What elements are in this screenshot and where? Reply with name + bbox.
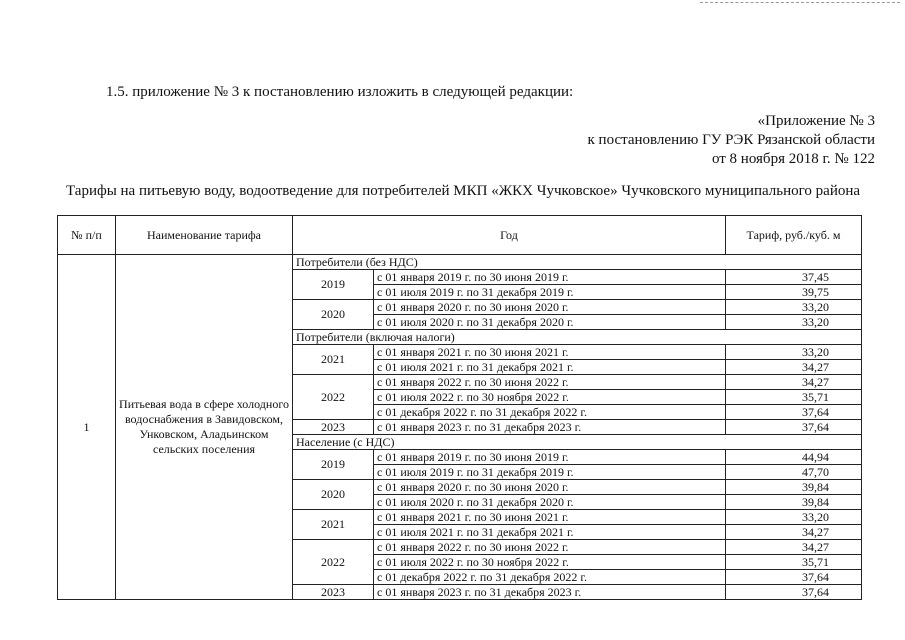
scan-top-border [700,2,900,3]
appendix-header [588,112,875,169]
tariff-value: 34,27 [726,360,862,375]
header-num: № п/п [58,216,116,255]
tariff-value: 33,20 [726,510,862,525]
tariff-value: 37,64 [726,570,862,585]
year-cell: 2021 [293,510,374,540]
document-title: Тарифы на питьевую воду, водоотведение для потребителей МКП «ЖКХ Чучковское» Чучковского муниципального района [66,183,861,199]
period-cell: с 01 января 2021 г. по 30 июня 2021 г. [374,510,726,525]
tariff-value: 34,27 [726,540,862,555]
year-cell: 2022 [293,375,374,420]
year-cell: 2019 [293,450,374,480]
tariff-value: 37,64 [726,405,862,420]
tariff-value: 34,27 [726,375,862,390]
header-tariff: Тариф, руб./куб. м [726,216,862,255]
period-cell: с 01 июля 2019 г. по 31 декабря 2019 г. [374,285,726,300]
consumer-group-label: Потребители (включая налоги) [293,330,862,345]
year-cell: 2022 [293,540,374,585]
period-cell: с 01 января 2022 г. по 30 июня 2022 г. [374,540,726,555]
tariff-value: 37,64 [726,585,862,600]
tariff-value: 37,64 [726,420,862,435]
year-cell: 2020 [293,300,374,330]
tariff-value: 39,84 [726,495,862,510]
period-cell: с 01 июля 2019 г. по 31 декабря 2019 г. [374,465,726,480]
tariff-value: 47,70 [726,465,862,480]
tariff-table [57,215,862,600]
period-cell: с 01 июля 2021 г. по 31 декабря 2021 г. [374,360,726,375]
period-cell: с 01 января 2021 г. по 30 июня 2021 г. [374,345,726,360]
period-cell: с 01 января 2020 г. по 30 июня 2020 г. [374,480,726,495]
period-cell: с 01 июля 2021 г. по 31 декабря 2021 г. [374,525,726,540]
period-cell: с 01 июля 2022 г. по 30 ноября 2022 г. [374,390,726,405]
consumer-group-label: Потребители (без НДС) [293,255,862,270]
tariff-value: 34,27 [726,525,862,540]
table-row [58,255,862,270]
header-year: Год [293,216,726,255]
tariff-value: 39,75 [726,285,862,300]
tariff-value: 35,71 [726,555,862,570]
intro-paragraph: 1.5. приложение № 3 к постановлению изложить в следующей редакции: [106,84,574,100]
table-body [58,255,862,600]
appendix-line-2: к постановлению ГУ РЭК Рязанской области [587,132,875,148]
tariff-value: 44,94 [726,450,862,465]
period-cell: с 01 января 2019 г. по 30 июня 2019 г. [374,270,726,285]
year-cell: 2021 [293,345,374,375]
appendix-line-3: от 8 ноября 2018 г. № 122 [711,151,875,167]
period-cell: с 01 января 2020 г. по 30 июня 2020 г. [374,300,726,315]
year-cell: 2023 [293,420,374,435]
period-cell: с 01 января 2022 г. по 30 июня 2022 г. [374,375,726,390]
tariff-value: 33,20 [726,315,862,330]
row-number: 1 [58,255,116,600]
period-cell: с 01 июля 2022 г. по 30 ноября 2022 г. [374,555,726,570]
tariff-value: 37,45 [726,270,862,285]
tariff-value: 35,71 [726,390,862,405]
period-cell: с 01 июля 2020 г. по 31 декабря 2020 г. [374,495,726,510]
year-cell: 2023 [293,585,374,600]
header-name: Наименование тарифа [116,216,293,255]
period-cell: с 01 июля 2020 г. по 31 декабря 2020 г. [374,315,726,330]
tariff-value: 39,84 [726,480,862,495]
period-cell: с 01 декабря 2022 г. по 31 декабря 2022 г. [374,570,726,585]
period-cell: с 01 января 2023 г. по 31 декабря 2023 г. [374,420,726,435]
tariff-name: Питьевая вода в сфере холодного водоснабжения в Завидовском, Унковском, Аладьинском сельских поселения [116,255,293,600]
period-cell: с 01 января 2019 г. по 30 июня 2019 г. [374,450,726,465]
consumer-group-label: Население (с НДС) [293,435,862,450]
appendix-line-1: «Приложение № 3 [757,113,875,129]
tariff-value: 33,20 [726,345,862,360]
year-cell: 2020 [293,480,374,510]
table-header-row [58,216,862,255]
year-cell: 2019 [293,270,374,300]
period-cell: с 01 декабря 2022 г. по 31 декабря 2022 г. [374,405,726,420]
period-cell: с 01 января 2023 г. по 31 декабря 2023 г. [374,585,726,600]
tariff-value: 33,20 [726,300,862,315]
